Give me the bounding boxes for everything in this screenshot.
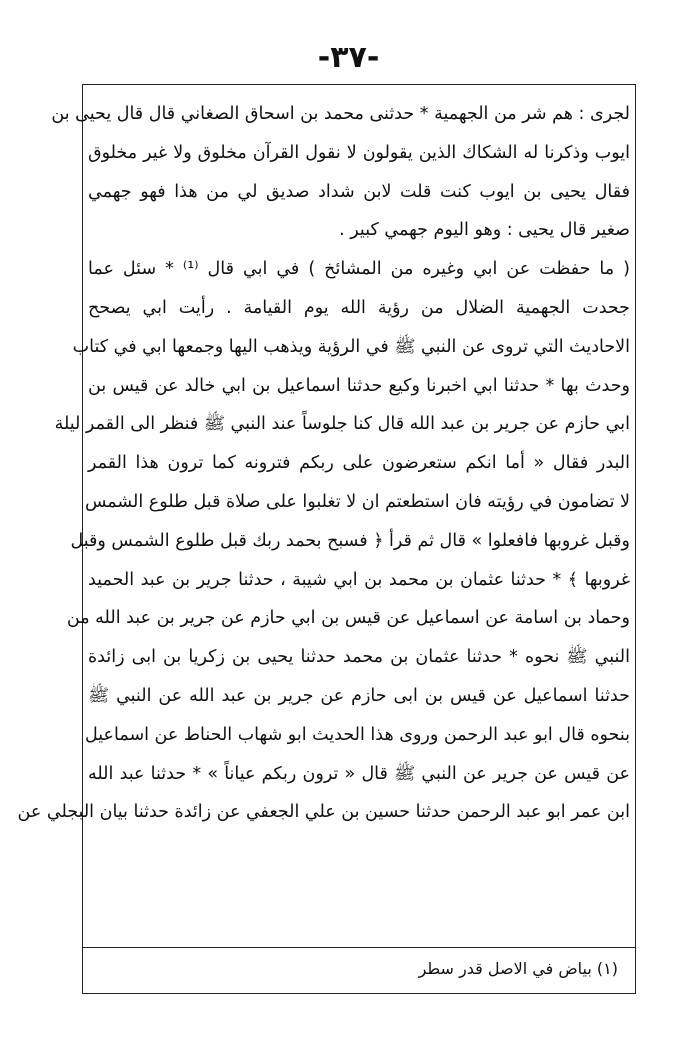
text-line: وحدث بها * حدثنا ابي اخبرنا وكيع حدثنا اسماعيل بن ابي خالد عن قيس بن xyxy=(88,375,630,396)
text-line: جحدت الجهمية الضلال من رؤية الله يوم القيامة . رأيت ابي يصحح xyxy=(88,297,630,318)
text-line: وحماد بن اسامة عن اسماعيل عن قيس بن ابي حازم عن جرير بن عبد الله من xyxy=(66,608,630,629)
text-line: لا تضامون في رؤيته فان استطعتم ان لا تغلبوا على صلاة قبل طلوع الشمس xyxy=(84,491,630,512)
page-number: -٣٧- xyxy=(317,40,380,75)
text-line: البدر فقال « أما انكم ستعرضون على ربكم فترونه كما ترون هذا القمر xyxy=(88,453,630,474)
text-line: النبي ﷺ نحوه * حدثنا عثمان بن محمد حدثنا يحيى بن زكريا بن ابى زائدة xyxy=(88,647,630,668)
text-line: ابي حازم عن جرير بن عبد الله قال كنا جلوساً عند النبي ﷺ فنظر الى القمر ليلة xyxy=(54,414,630,435)
text-line: ابن عمر ابو عبد الرحمن حدثنا حسين بن علي الجعفي عن زائدة حدثنا بيان البجلي عن xyxy=(17,802,630,823)
text-line: ايوب وذكرنا له الشكاك الذين يقولون لا نقول القرآن مخلوق ولا غير مخلوق xyxy=(88,142,630,163)
main-text xyxy=(17,95,630,832)
text-line: وقبل غروبها فافعلوا » قال ثم قرأ ﴿ فسبح بحمد ربك قبل طلوع الشمس وقبل xyxy=(70,530,630,551)
text-line: بنحوه قال ابو عبد الرحمن وروى هذا الحديث ابو شهاب الحناط عن اسماعيل xyxy=(85,724,630,745)
text-line: حدثنا اسماعيل عن قيس بن ابى حازم عن جرير بن عبد الله عن النبي ﷺ xyxy=(88,685,630,706)
footnote-divider xyxy=(82,947,636,948)
text-line: لجرى : هم شر من الجهمية * حدثنى محمد بن اسحاق الصغاني قال قال يحيى بن xyxy=(51,104,630,124)
footnote: (١) بياض في الاصل قدر سطر xyxy=(418,959,618,978)
text-line: فقال يحيى بن ايوب كنت قلت لابن شداد صديق لي من هذا فهو جهمي xyxy=(88,181,630,202)
text-line: صغير قال يحيى : وهو اليوم جهمي كبير . xyxy=(339,220,630,241)
text-line: ( ما حفظت عن ابي وغيره من المشائخ ) في ابي قال ⁽¹⁾ * سئل عما xyxy=(88,259,630,280)
text-line: الاحاديث التي تروى عن النبي ﷺ في الرؤية ويذهب اليها وجمعها ابي في كتاب xyxy=(72,336,630,357)
text-line: غروبها ﴾ * حدثنا عثمان بن محمد بن ابي شيبة ، حدثنا جرير بن عبد الحميد xyxy=(88,569,630,590)
text-line: عن قيس عن جرير عن النبي ﷺ قال « ترون ربكم عياناً » * حدثنا عبد الله xyxy=(88,763,630,784)
